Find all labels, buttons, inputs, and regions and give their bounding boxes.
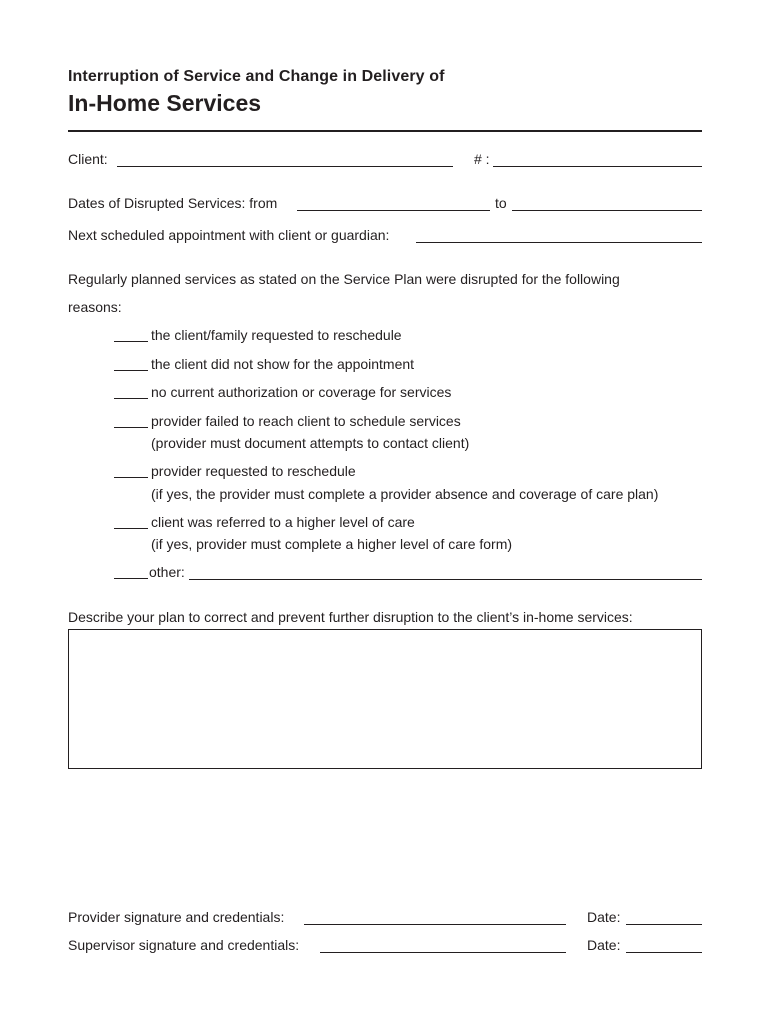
client-number-field[interactable] <box>493 166 702 167</box>
dates-from-label: Dates of Disrupted Services: from <box>68 195 278 211</box>
client-label: Client: <box>68 151 108 167</box>
date-from-field[interactable] <box>297 210 490 211</box>
reason-checkbox-blank[interactable] <box>114 398 148 399</box>
date-to-field[interactable] <box>512 210 702 211</box>
reason-checkbox-blank[interactable] <box>114 427 148 428</box>
provider-signature-field[interactable] <box>304 924 566 925</box>
reason-note: (if yes, provider must complete a higher level of care form) <box>151 536 513 552</box>
reason-label: the client did not show for the appointment <box>151 356 415 372</box>
dates-to-label: to <box>495 195 507 211</box>
client-field[interactable] <box>117 166 453 167</box>
header-divider <box>68 130 702 132</box>
reason-checkbox-blank[interactable] <box>114 477 148 478</box>
reason-label: client was referred to a higher level of care <box>151 514 415 530</box>
form-subtitle: Interruption of Service and Change in Delivery of <box>68 68 445 85</box>
reasons-intro-continued: reasons: <box>68 299 122 315</box>
plan-prompt: Describe your plan to correct and prevent further disruption to the client’s in-home services: <box>68 609 633 625</box>
reason-other-field[interactable] <box>189 579 702 580</box>
provider-date-field[interactable] <box>626 924 702 925</box>
reason-label: provider requested to reschedule <box>151 463 356 479</box>
reason-checkbox-blank[interactable] <box>114 528 148 529</box>
reason-checkbox-blank[interactable] <box>114 370 148 371</box>
reason-note: (if yes, the provider must complete a provider absence and coverage of care plan) <box>151 486 659 502</box>
reason-checkbox-blank[interactable] <box>114 341 148 342</box>
next-appointment-label: Next scheduled appointment with client or guardian: <box>68 227 390 243</box>
client-number-label: # : <box>474 151 490 167</box>
plan-text-box[interactable] <box>68 629 702 769</box>
supervisor-date-field[interactable] <box>626 952 702 953</box>
reasons-intro: Regularly planned services as stated on the Service Plan were disrupted for the following <box>68 271 620 287</box>
reason-label: no current authorization or coverage for services <box>151 384 452 400</box>
supervisor-signature-field[interactable] <box>320 952 566 953</box>
reason-note: (provider must document attempts to contact client) <box>151 435 470 451</box>
reason-label: the client/family requested to reschedule <box>151 327 402 343</box>
supervisor-signature-label: Supervisor signature and credentials: <box>68 937 300 953</box>
supervisor-date-label: Date: <box>587 937 621 953</box>
form-title: In-Home Services <box>68 90 262 116</box>
reason-other-label: other: <box>149 564 185 580</box>
reason-other-checkbox-blank[interactable] <box>114 578 148 579</box>
reason-label: provider failed to reach client to schedule services <box>151 413 461 429</box>
provider-signature-label: Provider signature and credentials: <box>68 909 285 925</box>
next-appointment-field[interactable] <box>416 242 702 243</box>
provider-date-label: Date: <box>587 909 621 925</box>
